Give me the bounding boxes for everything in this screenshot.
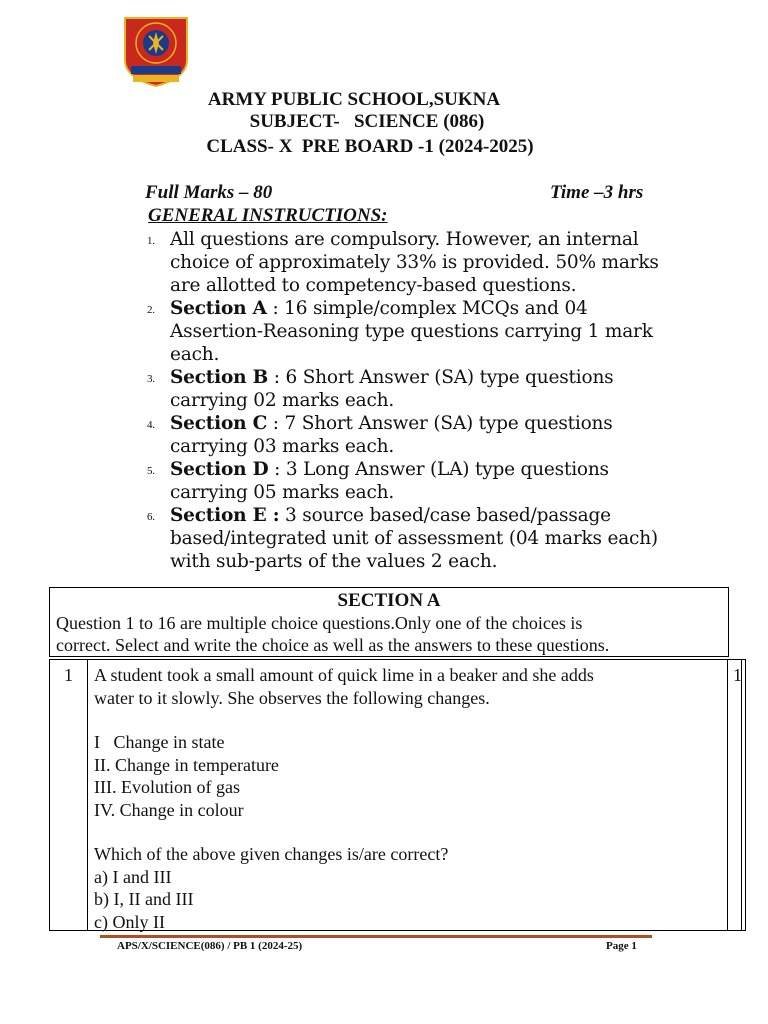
instruction-number: 4. <box>147 419 155 431</box>
change-item: I Change in state <box>94 732 225 752</box>
answer-option: b) I, II and III <box>94 889 194 909</box>
instruction-number: 2. <box>147 304 155 316</box>
instruction-section-label: Section C <box>170 413 268 434</box>
instruction-line: 3 source based/case based/passage <box>279 505 611 526</box>
footer-paper-code: APS/X/SCIENCE(086) / PB 1 (2024-25) <box>117 940 303 952</box>
instruction-line: : 3 Long Answer (LA) type questions <box>268 459 609 480</box>
question-body <box>88 660 728 930</box>
table-edge-column <box>742 660 746 930</box>
instruction-line: : 7 Short Answer (SA) type questions <box>267 413 613 434</box>
footer-page-number: Page 1 <box>606 940 637 952</box>
time-allowed: Time –3 hrs <box>550 182 644 203</box>
instruction-section-label: Section E : <box>170 505 280 526</box>
school-emblem-logo <box>121 16 191 88</box>
question-table <box>49 659 746 931</box>
question-stem-line: water to it slowly. She observes the following changes. <box>94 687 490 708</box>
full-marks: Full Marks – 80 <box>145 182 273 203</box>
section-a-description-line: correct. Select and write the choice as well as the answers to these questions. <box>56 635 610 655</box>
instruction-line: carrying 05 marks each. <box>170 482 395 503</box>
footer-rule <box>100 935 652 938</box>
instruction-item <box>147 297 687 366</box>
instruction-line: : 6 Short Answer (SA) type questions <box>268 367 614 388</box>
instruction-line: with sub-parts of the values 2 each. <box>170 551 498 572</box>
instruction-section-label: Section D <box>170 459 269 480</box>
section-a-description-line: Question 1 to 16 are multiple choice questions.Only one of the choices is <box>56 613 583 633</box>
instruction-number: 6. <box>147 511 155 523</box>
change-item: III. Evolution of gas <box>94 777 240 797</box>
instruction-item <box>147 228 687 297</box>
instruction-line: carrying 02 marks each. <box>170 390 395 411</box>
question-marks: 1 <box>728 660 742 930</box>
general-instructions-heading: GENERAL INSTRUCTIONS: <box>148 205 388 226</box>
section-a-title: SECTION A <box>337 590 441 611</box>
instruction-line: Assertion-Reasoning type questions carrying 1 mark <box>170 321 653 342</box>
instruction-line: are allotted to competency-based questions. <box>170 275 577 296</box>
instruction-line: All questions are compulsory. However, an internal <box>170 229 639 250</box>
instruction-item <box>147 504 687 573</box>
instruction-line: choice of approximately 33% is provided. 50% marks <box>170 252 659 273</box>
instruction-line: : 16 simple/complex MCQs and 04 <box>266 298 588 319</box>
instruction-line: carrying 03 marks each. <box>170 436 395 457</box>
question-number: 1 <box>50 660 88 930</box>
instruction-number: 5. <box>147 465 155 477</box>
instructions-list <box>147 228 687 573</box>
instruction-section-label: Section B <box>170 367 269 388</box>
instruction-item <box>147 366 687 412</box>
change-item: II. Change in temperature <box>94 754 279 775</box>
section-a-box <box>49 587 729 657</box>
instruction-item <box>147 458 687 504</box>
subject-title: SUBJECT- SCIENCE (086) <box>249 111 485 132</box>
answer-option: a) I and III <box>94 866 172 887</box>
answer-option: c) Only II <box>94 911 165 932</box>
class-exam-title: CLASS- X PRE BOARD -1 (2024-2025) <box>206 136 534 157</box>
instruction-number: 3. <box>147 373 155 385</box>
instruction-item <box>147 412 687 458</box>
instruction-line: based/integrated unit of assessment (04 marks each) <box>170 528 658 549</box>
instruction-section-label: Section A <box>170 298 267 319</box>
change-item: IV. Change in colour <box>94 799 244 820</box>
school-name: ARMY PUBLIC SCHOOL,SUKNA <box>207 89 501 110</box>
instruction-number: 1. <box>147 235 155 247</box>
question-prompt: Which of the above given changes is/are correct? <box>94 844 449 864</box>
question-stem-line: A student took a small amount of quick lime in a beaker and she adds <box>94 665 594 685</box>
instruction-line: each. <box>170 344 220 365</box>
